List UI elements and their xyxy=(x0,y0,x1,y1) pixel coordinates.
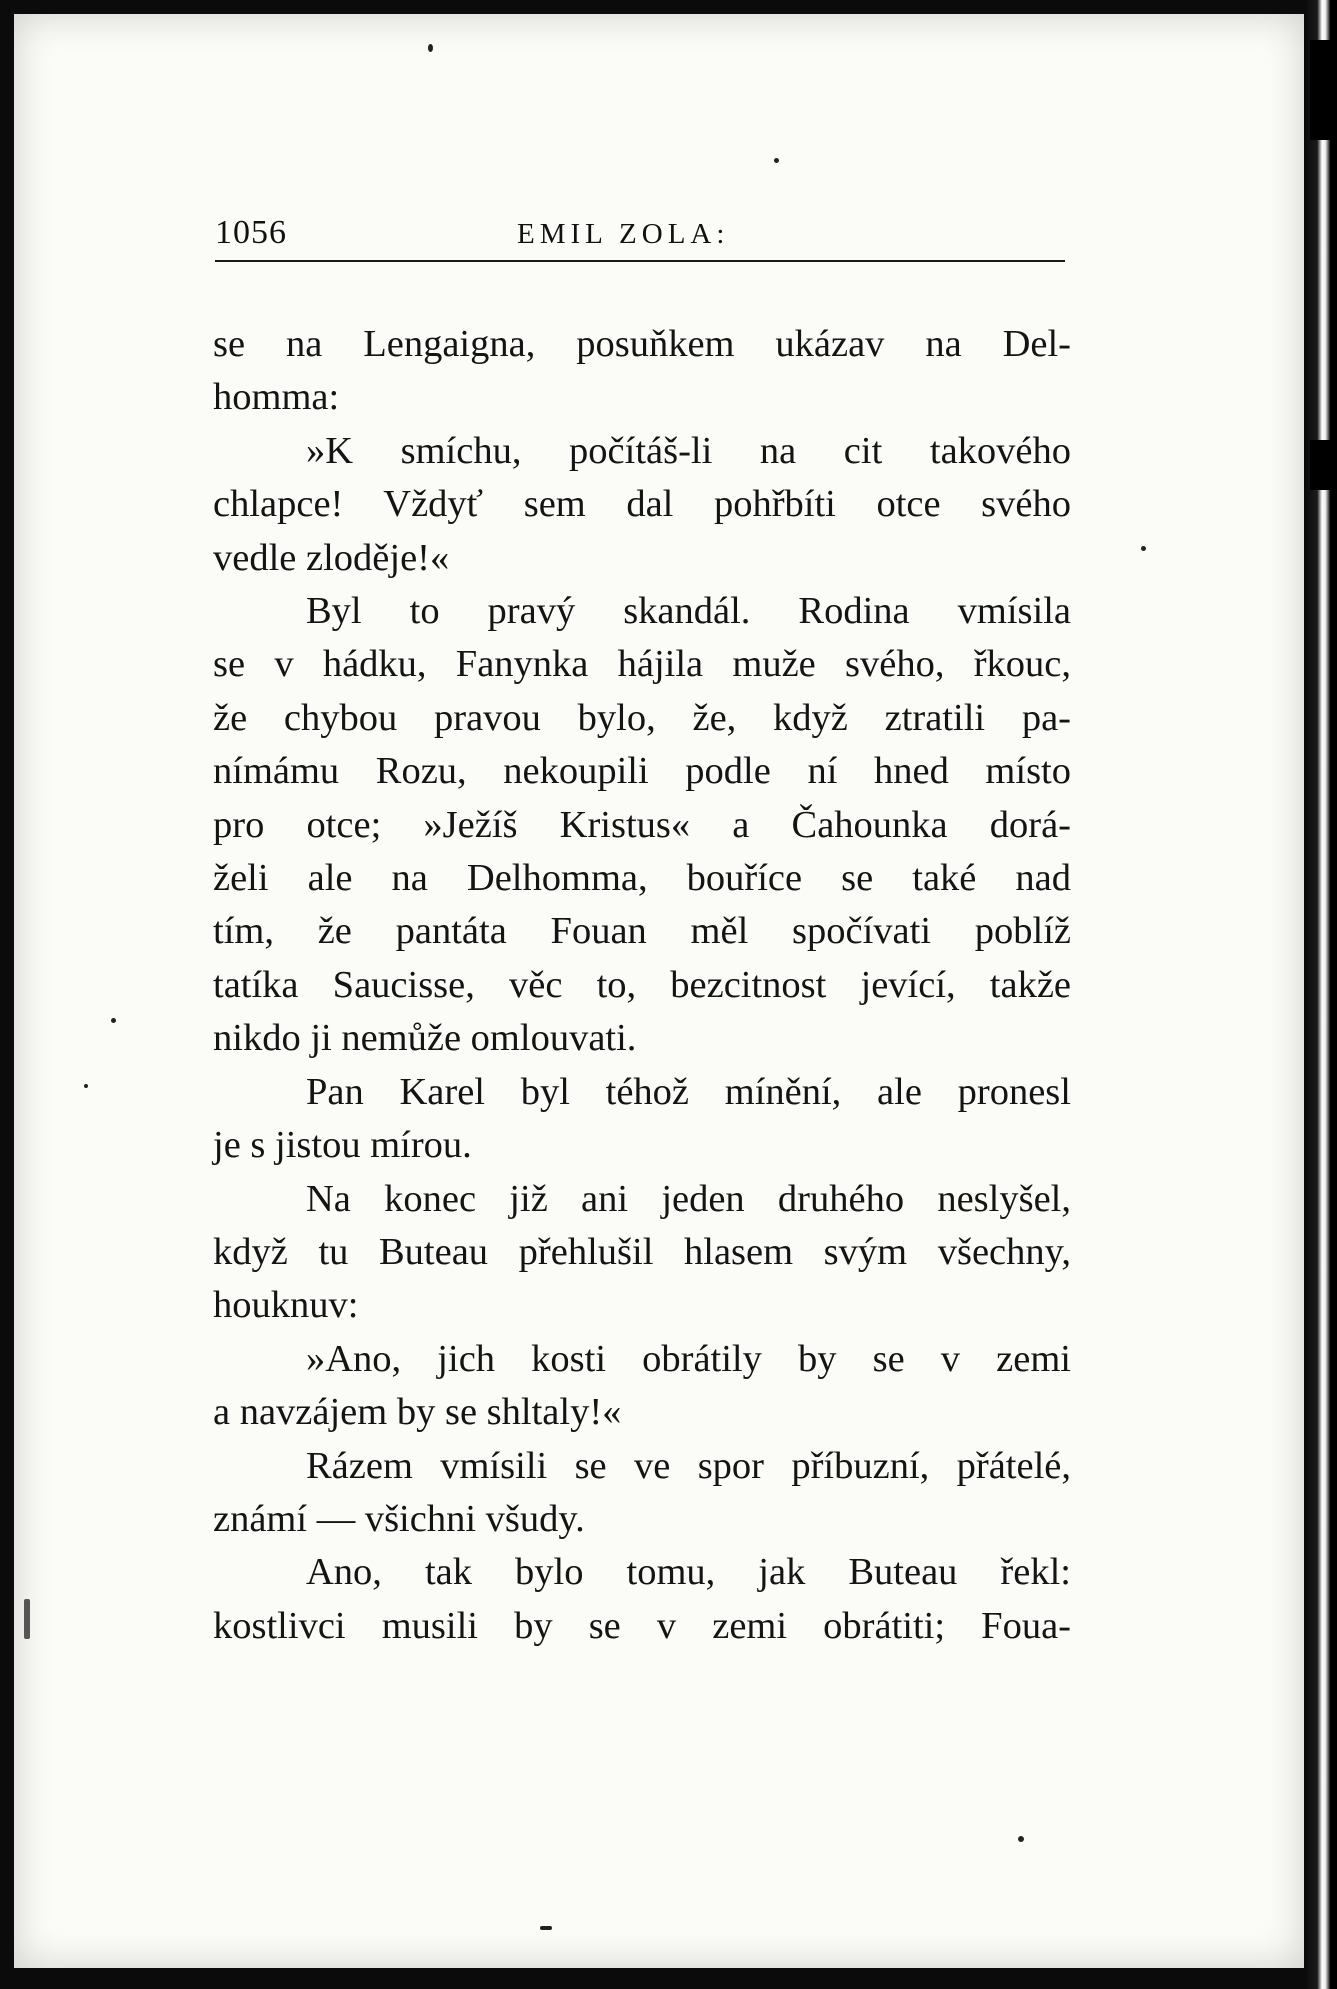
text-line: želi ale na Delhomma, bouříce se také nad xyxy=(213,857,1071,900)
text-line: kostlivci musili by se v zemi obrátiti; Foua- xyxy=(213,1604,1071,1647)
text-line: »Ano, jich kosti obrátily by se v zemi xyxy=(306,1337,1071,1380)
text-line: Ano, tak bylo tomu, jak Buteau řekl: xyxy=(306,1551,1071,1594)
ink-speck xyxy=(111,1018,116,1023)
ink-speck xyxy=(1141,546,1146,551)
page-header xyxy=(215,210,1065,266)
text-line: když tu Buteau přehlušil hlasem svým všechny, xyxy=(213,1230,1071,1273)
text-line: tatíka Saucisse, věc to, bezcitnost jevící, takže xyxy=(213,963,1071,1006)
text-line: vedle zloděje!« xyxy=(213,536,450,579)
text-line: houknuv: xyxy=(213,1284,359,1327)
text-line: je s jistou mírou. xyxy=(213,1124,472,1167)
header-rule xyxy=(215,260,1065,262)
text-line: Rázem vmísili se ve spor příbuzní, přátelé, xyxy=(306,1444,1071,1487)
ink-speck xyxy=(428,44,433,52)
text-line: se na Lengaigna, posuňkem ukázav na Del- xyxy=(213,323,1071,365)
text-line: pro otce; »Ježíš Kristus« a Čahounka dorá- xyxy=(213,803,1071,846)
text-line: Byl to pravý skandál. Rodina vmísila xyxy=(306,590,1071,633)
text-line: známí — všichni všudy. xyxy=(213,1497,585,1540)
ink-speck xyxy=(24,1599,30,1639)
text-line: tím, že pantáta Fouan měl spočívati poblíž xyxy=(213,910,1071,953)
ink-speck xyxy=(84,1084,88,1088)
page-edge xyxy=(1304,0,1337,1989)
running-head: EMIL ZOLA: xyxy=(517,218,730,250)
text-line: Pan Karel byl téhož mínění, ale pronesl xyxy=(306,1070,1071,1113)
text-line: chlapce! Vždyť sem dal pohřbíti otce svého xyxy=(213,483,1071,526)
text-line: »K smíchu, počítáš-li na cit takového xyxy=(306,429,1071,472)
text-line: Na konec již ani jeden druhého neslyšel, xyxy=(306,1177,1071,1220)
body-text xyxy=(213,318,1071,1653)
ink-speck xyxy=(540,1926,552,1930)
page-number: 1056 xyxy=(215,214,287,251)
text-line: a navzájem by se shltaly!« xyxy=(213,1391,622,1434)
text-line: nímámu Rozu, nekoupili podle ní hned místo xyxy=(213,750,1071,793)
text-line: že chybou pravou bylo, že, když ztratili pa- xyxy=(213,696,1071,739)
text-line: se v hádku, Fanynka hájila muže svého, řkouc, xyxy=(213,643,1071,686)
ink-speck xyxy=(1018,1836,1024,1842)
text-line: nikdo ji nemůže omlouvati. xyxy=(213,1017,637,1060)
text-line: homma: xyxy=(213,376,340,419)
ink-speck xyxy=(774,158,779,163)
